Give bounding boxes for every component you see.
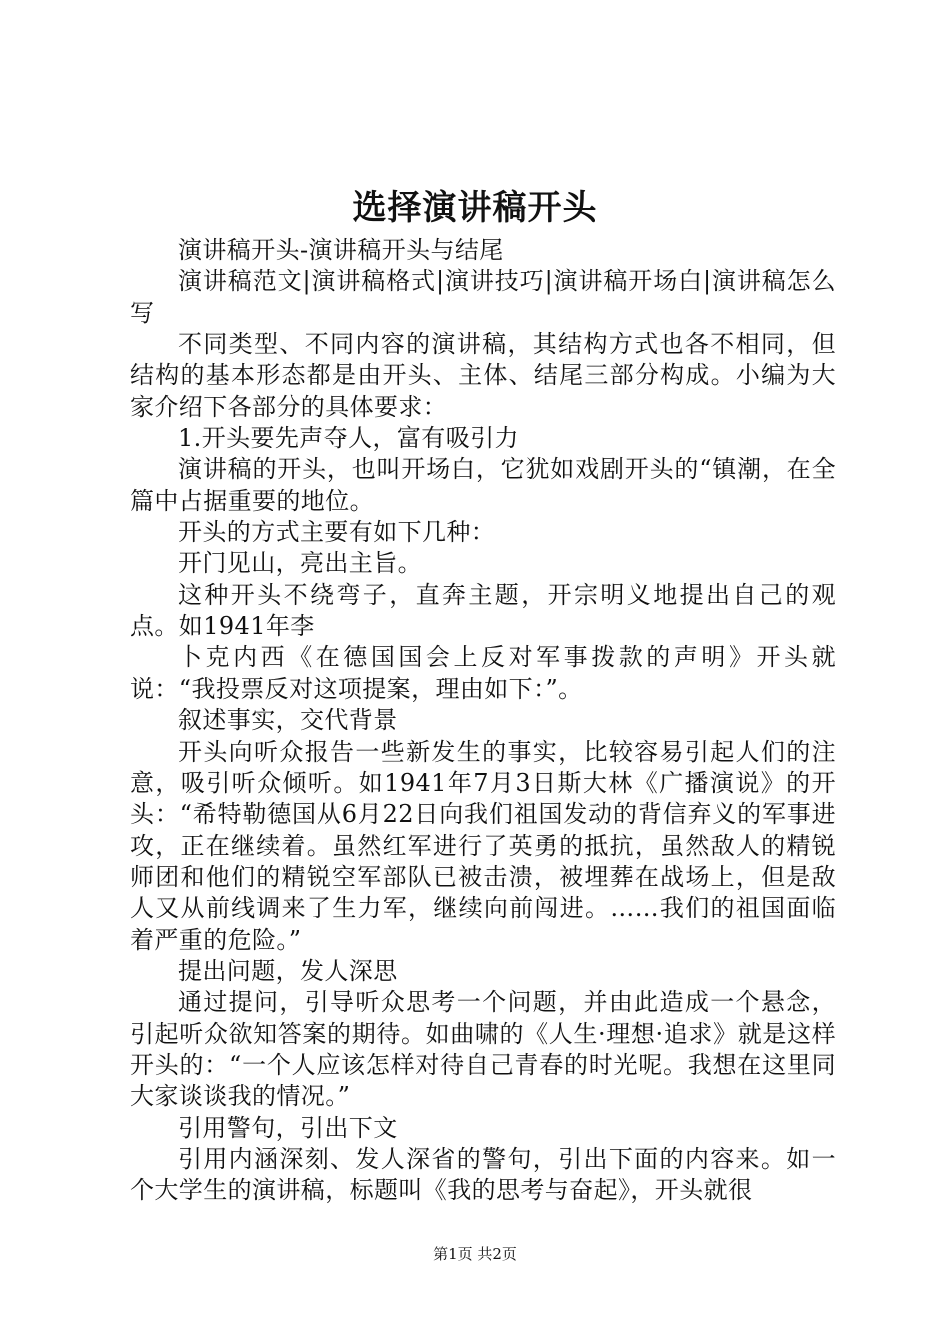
paragraph: 卜克内西《在德国国会上反对军事拨款的声明》开头就说：“我投票反对这项提案，理由如下：”。 bbox=[130, 643, 836, 703]
document-title: 选择演讲稿开头 bbox=[352, 188, 598, 228]
paragraph: 不同类型、不同内容的演讲稿，其结构方式也各不相同，但结构的基本形态都是由开头、主体、结尾三部分构成。小编为大家介绍下各部分的具体要求： bbox=[130, 330, 836, 421]
paragraph: 开头的方式主要有如下几种： bbox=[178, 518, 496, 547]
document-body bbox=[130, 235, 836, 1207]
subheading: 叙述事实，交代背景 bbox=[178, 706, 398, 735]
paragraph: 引用内涵深刻、发人深省的警句，引出下面的内容来。如一个大学生的演讲稿，标题叫《我的思考与奋起》，开头就很 bbox=[130, 1144, 836, 1205]
subheading: 引用警句，引出下文 bbox=[178, 1113, 398, 1142]
page-footer: 第1页 共2页 bbox=[433, 1245, 517, 1263]
paragraph: 这种开头不绕弯子，直奔主题，开宗明义地提出自己的观点。如1941年李 bbox=[130, 580, 836, 641]
paragraph: 开头向听众报告一些新发生的事实，比较容易引起人们的注意，吸引听众倾听。如1941年7月3日斯大林《广播演说》的开头：“希特勒德国从6月22日向我们祖国发动的背信弃义的军事进攻，正在继续着。虽然红军进行了英勇的抵抗，虽然敌人的精锐师团和他们的精锐空军部队已被击溃，被埋葬在战场上，但是敌人又从前线调来了生力军，继续向前闯进。……我们的祖国面临着严重的危险。” bbox=[130, 737, 836, 954]
subheading: 开门见山，亮出主旨。 bbox=[178, 549, 422, 578]
paragraph: 演讲稿的开头，也叫开场白，它犹如戏剧开头的“镇潮，在全篇中占据重要的地位。 bbox=[130, 455, 836, 515]
section-heading: 1.开头要先声夺人，富有吸引力 bbox=[178, 424, 519, 453]
paragraph: 演讲稿范文|演讲稿格式|演讲技巧|演讲稿开场白|演讲稿怎么写 bbox=[130, 267, 836, 327]
subheading: 提出问题，发人深思 bbox=[178, 956, 398, 985]
paragraph: 演讲稿开头-演讲稿开头与结尾 bbox=[178, 236, 504, 264]
paragraph: 通过提问，引导听众思考一个问题，并由此造成一个悬念，引起听众欲知答案的期待。如曲啸的《人生·理想·追求》就是这样开头的：“一个人应该怎样对待自己青春的时光呢。我想在这里同大家谈谈我的情况。” bbox=[130, 988, 836, 1111]
